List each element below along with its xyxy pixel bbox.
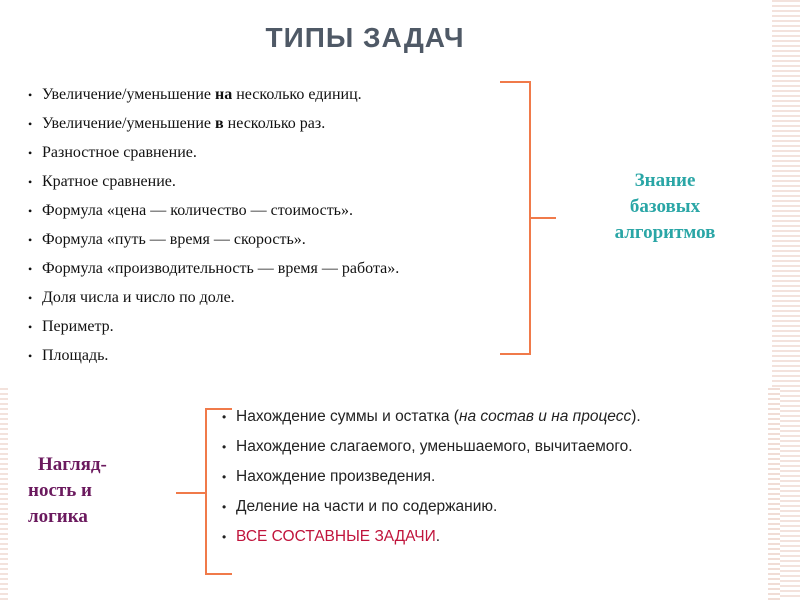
bullet-icon: • bbox=[222, 500, 227, 514]
bullet-icon: • bbox=[28, 88, 33, 102]
list-item: • Формула «производительность — время — работа». bbox=[28, 254, 399, 283]
bullet-icon: • bbox=[28, 175, 33, 189]
basic-algorithms-label: Знание базовых алгоритмов bbox=[614, 170, 716, 243]
bullet-icon: • bbox=[222, 530, 227, 544]
list-item: • Нахождение слагаемого, уменьшаемого, вычитаемого. bbox=[222, 432, 641, 462]
bullet-icon: • bbox=[28, 117, 33, 131]
list-item: • ВСЕ СОСТАВНЫЕ ЗАДАЧИ. bbox=[222, 522, 641, 552]
bullet-icon: • bbox=[28, 349, 33, 363]
bullet-icon: • bbox=[28, 146, 33, 160]
bullet-icon: • bbox=[28, 204, 33, 218]
bullet-icon: • bbox=[222, 440, 227, 454]
list-item: • Нахождение суммы и остатка (на состав и на процесс). bbox=[222, 402, 641, 432]
slide-title: ТИПЫ ЗАДАЧ bbox=[265, 22, 465, 53]
bullet-icon: • bbox=[28, 320, 33, 334]
list-item: • Нахождение произведения. bbox=[222, 462, 641, 492]
visual-logic-label: Нагляд- ность и логика bbox=[28, 454, 107, 527]
list-item: • Увеличение/уменьшение в несколько раз. bbox=[28, 109, 399, 138]
list-item: • Кратное сравнение. bbox=[28, 167, 399, 196]
right-bracket bbox=[500, 82, 556, 354]
list-item: • Доля числа и число по доле. bbox=[28, 283, 399, 312]
list-item: • Формула «путь — время — скорость». bbox=[28, 225, 399, 254]
list-item: • Формула «цена — количество — стоимость». bbox=[28, 196, 399, 225]
list-item: • Разностное сравнение. bbox=[28, 138, 399, 167]
bullet-icon: • bbox=[28, 233, 33, 247]
bullet-icon: • bbox=[222, 470, 227, 484]
list-item: • Деление на части и по содержанию. bbox=[222, 492, 641, 522]
bullet-icon: • bbox=[28, 291, 33, 305]
bullet-icon: • bbox=[222, 410, 227, 424]
list-item: • Площадь. bbox=[28, 341, 399, 370]
list-item: • Периметр. bbox=[28, 312, 399, 341]
visual-logic-list bbox=[222, 402, 641, 552]
bullet-icon: • bbox=[28, 262, 33, 276]
list-item: • Увеличение/уменьшение на несколько единиц. bbox=[28, 80, 399, 109]
